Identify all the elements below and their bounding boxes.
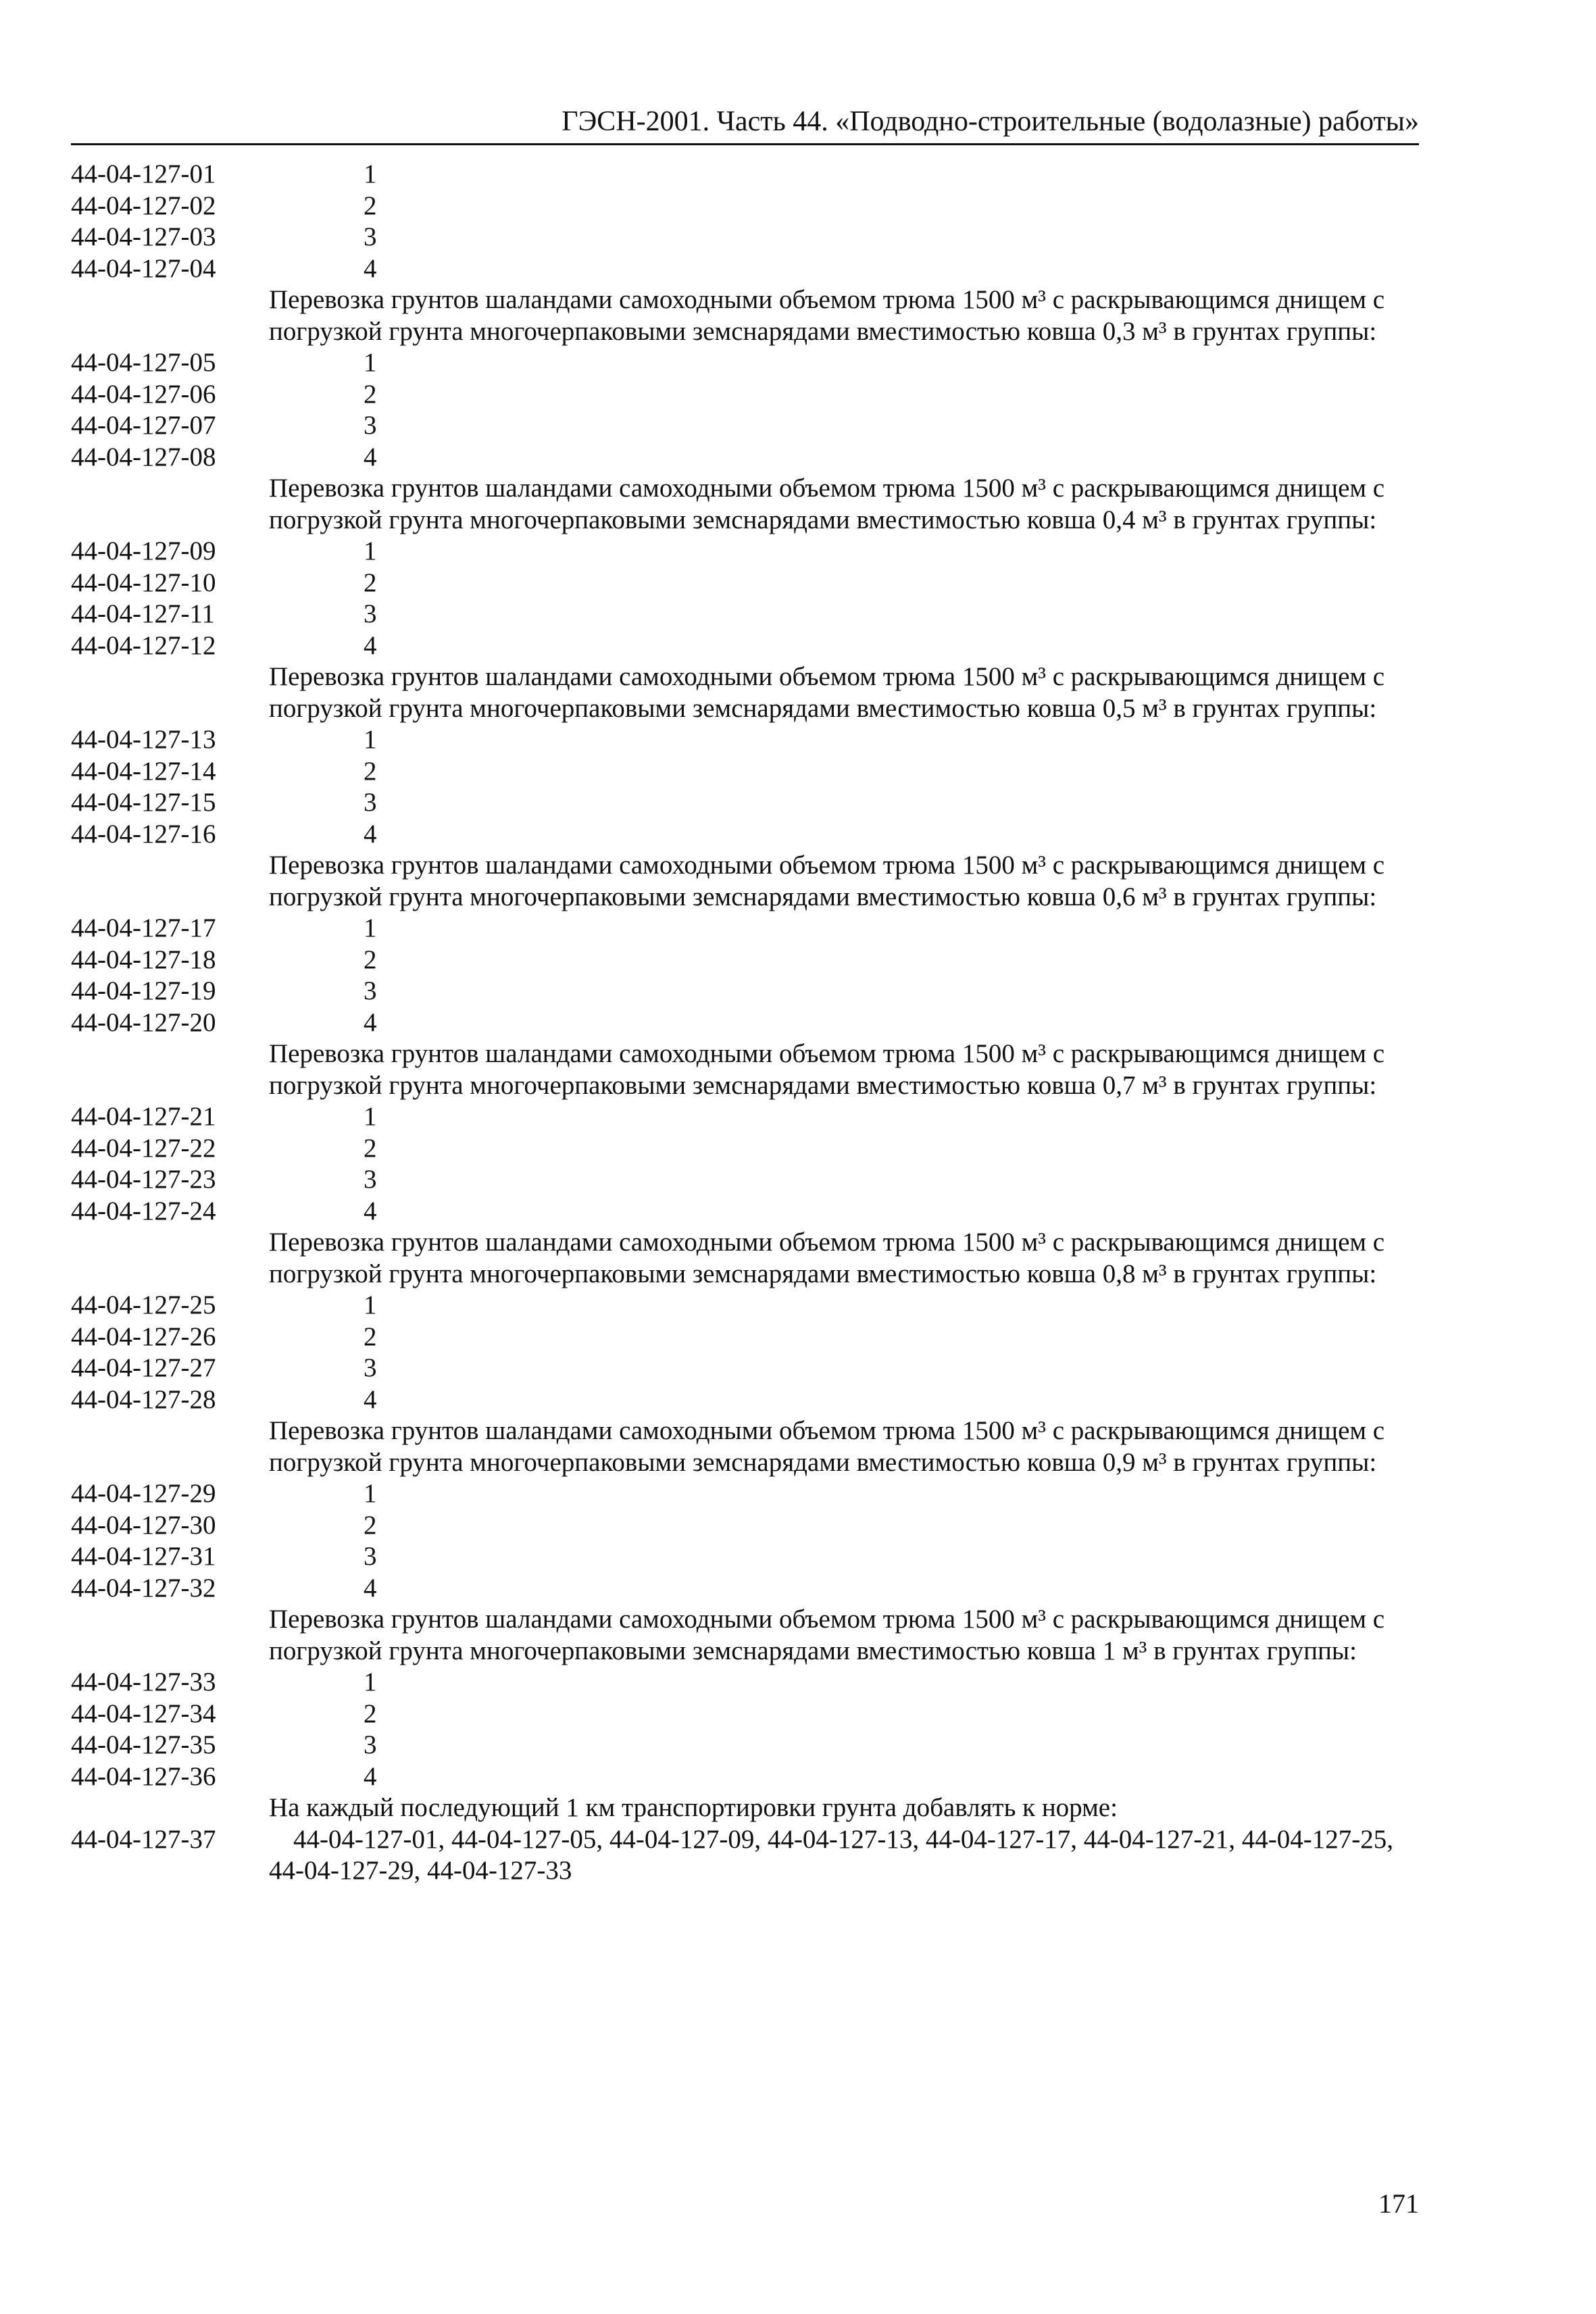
norm-description: [71, 473, 1416, 536]
norm-row: [71, 347, 1416, 379]
page-header-title: ГЭСН-2001. Часть 44. «Подводно-строительные (водолазные) работы»: [562, 106, 1419, 137]
norm-block: [71, 1227, 1416, 1415]
norm-block: [71, 159, 1416, 284]
norm-description: [71, 284, 1416, 347]
norm-row: [71, 222, 1416, 253]
norm-row: [71, 756, 1416, 788]
norm-description: [71, 1604, 1416, 1667]
soil-group-number: 1: [364, 913, 377, 942]
norm-row: [71, 1510, 1416, 1542]
norm-row: [71, 1761, 1416, 1793]
norm-code: 44-04-127-20: [71, 1007, 216, 1037]
norm-description-text: Перевозка грунтов шаландами самоходными объемом трюма 1500 м³ с раскрывающимся днищем с погрузкой грунта многочерпаковыми земснарядами вместимостью ковша 0,5 м³ в грунтах группы:: [269, 662, 1385, 723]
soil-group-number: 2: [364, 1510, 377, 1540]
soil-group-number: 3: [364, 222, 377, 251]
norm-row: [71, 1101, 1416, 1133]
norm-row: [71, 410, 1416, 442]
soil-group-number: 2: [364, 568, 377, 597]
norm-code: 44-04-127-31: [71, 1542, 216, 1571]
norm-row: [71, 568, 1416, 599]
soil-group-number: 3: [364, 411, 377, 440]
norm-description: [71, 1227, 1416, 1290]
soil-group-number: 4: [364, 630, 377, 660]
norm-row: [71, 1541, 1416, 1573]
norm-row: [71, 1699, 1416, 1730]
soil-group-number: 4: [364, 1007, 377, 1037]
norm-row: [71, 724, 1416, 756]
norm-row: [71, 945, 1416, 976]
norm-code: 44-04-127-26: [71, 1322, 216, 1351]
norm-code: 44-04-127-32: [71, 1573, 216, 1603]
norm-description: [71, 850, 1416, 913]
norm-row: [71, 1353, 1416, 1384]
norm-row: [71, 599, 1416, 630]
norm-code: 44-04-127-13: [71, 725, 216, 754]
norm-code: 44-04-127-09: [71, 536, 216, 565]
norm-block: [71, 1792, 1416, 1824]
norm-code: 44-04-127-10: [71, 568, 216, 597]
norm-code: 44-04-127-03: [71, 222, 216, 251]
soil-group-number: 3: [364, 1165, 377, 1194]
page-header: [71, 103, 1419, 145]
soil-group-number: 4: [364, 1761, 377, 1791]
norm-code: 44-04-127-33: [71, 1667, 216, 1696]
norm-code: 44-04-127-37: [71, 1824, 216, 1854]
norm-block: [71, 850, 1416, 1038]
norm-description-text: Перевозка грунтов шаландами самоходными объемом трюма 1500 м³ с раскрывающимся днищем с погрузкой грунта многочерпаковыми земснарядами вместимостью ковша 0,9 м³ в грунтах группы:: [269, 1416, 1385, 1477]
norm-row: [71, 159, 1416, 191]
norm-row: [71, 536, 1416, 568]
soil-group-number: 3: [364, 788, 377, 817]
norm-row: [71, 442, 1416, 474]
norm-description-text: Перевозка грунтов шаландами самоходными объемом трюма 1500 м³ с раскрывающимся днищем с погрузкой грунта многочерпаковыми земснарядами вместимостью ковша 1 м³ в грунтах группы:: [269, 1605, 1385, 1665]
norm-code: 44-04-127-19: [71, 976, 216, 1005]
norm-block: [71, 1604, 1416, 1792]
norm-code: 44-04-127-27: [71, 1353, 216, 1382]
norm-code: 44-04-127-16: [71, 819, 216, 849]
norm-block: [71, 1038, 1416, 1227]
norm-code: 44-04-127-04: [71, 253, 216, 283]
norm-row: [71, 1667, 1416, 1699]
soil-group-number: 1: [364, 1479, 377, 1508]
norm-row: [71, 1573, 1416, 1605]
soil-group-number: 1: [364, 1667, 377, 1696]
soil-group-number: 1: [364, 536, 377, 565]
norm-description-text: Перевозка грунтов шаландами самоходными объемом трюма 1500 м³ с раскрывающимся днищем с погрузкой грунта многочерпаковыми земснарядами вместимостью ковша 0,7 м³ в грунтах группы:: [269, 1039, 1385, 1100]
soil-group-number: 4: [364, 1573, 377, 1603]
additional-norm-list: 44-04-127-01, 44-04-127-05, 44-04-127-09, 44-04-127-13, 44-04-127-17, 44-04-127-21, 44-04-127-25, 44-04-127-29, 44-04-127-33: [269, 1824, 1393, 1885]
norm-row: [71, 191, 1416, 222]
norm-code: 44-04-127-28: [71, 1384, 216, 1414]
document-body: [71, 159, 1416, 1887]
norm-description: [71, 1038, 1416, 1101]
norm-row: [71, 253, 1416, 285]
soil-group-number: 3: [364, 599, 377, 628]
norm-code: 44-04-127-01: [71, 159, 216, 188]
soil-group-number: 1: [364, 348, 377, 377]
soil-group-number: 2: [364, 1699, 377, 1728]
norm-row: [71, 819, 1416, 851]
norm-code: 44-04-127-23: [71, 1165, 216, 1194]
soil-group-number: 1: [364, 1102, 377, 1131]
norm-row: [71, 1322, 1416, 1353]
norm-row: [71, 1007, 1416, 1039]
norm-code: 44-04-127-34: [71, 1699, 216, 1728]
norm-code: 44-04-127-24: [71, 1196, 216, 1226]
norm-code: 44-04-127-36: [71, 1761, 216, 1791]
soil-group-number: 3: [364, 1353, 377, 1382]
norm-block: [71, 661, 1416, 850]
norm-code: 44-04-127-08: [71, 442, 216, 472]
norm-block: [71, 284, 1416, 473]
norm-row: [71, 1478, 1416, 1510]
norm-row: [71, 913, 1416, 945]
soil-group-number: 2: [364, 191, 377, 220]
soil-group-number: 2: [364, 945, 377, 974]
norm-row: [71, 1730, 1416, 1761]
soil-group-number: 4: [364, 442, 377, 472]
soil-group-number: 3: [364, 976, 377, 1005]
norm-code: 44-04-127-15: [71, 788, 216, 817]
norm-description-text: Перевозка грунтов шаландами самоходными объемом трюма 1500 м³ с раскрывающимся днищем с погрузкой грунта многочерпаковыми земснарядами вместимостью ковша 0,3 м³ в грунтах группы:: [269, 285, 1385, 346]
soil-group-number: 3: [364, 1542, 377, 1571]
norm-row: [71, 1290, 1416, 1322]
norm-row: [71, 1133, 1416, 1165]
norm-description: [71, 661, 1416, 724]
norm-code: 44-04-127-17: [71, 913, 216, 942]
soil-group-number: 4: [364, 819, 377, 849]
norm-code: 44-04-127-30: [71, 1510, 216, 1540]
norm-description-text: Перевозка грунтов шаландами самоходными объемом трюма 1500 м³ с раскрывающимся днищем с погрузкой грунта многочерпаковыми земснарядами вместимостью ковша 0,8 м³ в грунтах группы:: [269, 1228, 1385, 1288]
norm-description: [71, 1792, 1416, 1824]
norm-description-text: На каждый последующий 1 км транспортировки грунта добавлять к норме:: [269, 1793, 1118, 1822]
norm-row: [71, 1384, 1416, 1416]
norm-code: 44-04-127-05: [71, 348, 216, 377]
norm-code: 44-04-127-21: [71, 1102, 216, 1131]
soil-group-number: 4: [364, 253, 377, 283]
page-number: 171: [1378, 2188, 1419, 2219]
norm-code: 44-04-127-12: [71, 630, 216, 660]
soil-group-number: 2: [364, 379, 377, 409]
norm-code: 44-04-127-29: [71, 1479, 216, 1508]
norm-description-text: Перевозка грунтов шаландами самоходными объемом трюма 1500 м³ с раскрывающимся днищем с погрузкой грунта многочерпаковыми земснарядами вместимостью ковша 0,4 м³ в грунтах группы:: [269, 474, 1385, 534]
soil-group-number: 2: [364, 1133, 377, 1163]
soil-group-number: 2: [364, 1322, 377, 1351]
soil-group-number: 2: [364, 756, 377, 786]
norm-code: 44-04-127-06: [71, 379, 216, 409]
soil-group-number: 1: [364, 1290, 377, 1319]
norm-code: 44-04-127-22: [71, 1133, 216, 1163]
norm-block: [71, 473, 1416, 661]
soil-group-number: 4: [364, 1196, 377, 1226]
norm-block: [71, 1415, 1416, 1604]
norm-row: [71, 379, 1416, 411]
norm-description: [71, 1415, 1416, 1478]
soil-group-number: 1: [364, 159, 377, 188]
norm-code: 44-04-127-35: [71, 1730, 216, 1759]
norm-code: 44-04-127-14: [71, 756, 216, 786]
norm-row: [71, 787, 1416, 819]
norm-code: 44-04-127-02: [71, 191, 216, 220]
norm-row: [71, 630, 1416, 662]
soil-group-number: 4: [364, 1384, 377, 1414]
additional-norm-row: [71, 1824, 1416, 1887]
soil-group-number: 1: [364, 725, 377, 754]
norm-code: 44-04-127-25: [71, 1290, 216, 1319]
norm-code: 44-04-127-18: [71, 945, 216, 974]
norm-code: 44-04-127-07: [71, 411, 216, 440]
norm-code: 44-04-127-11: [71, 599, 216, 628]
norm-row: [71, 976, 1416, 1007]
norm-description-text: Перевозка грунтов шаландами самоходными объемом трюма 1500 м³ с раскрывающимся днищем с погрузкой грунта многочерпаковыми земснарядами вместимостью ковша 0,6 м³ в грунтах группы:: [269, 851, 1385, 911]
norm-row: [71, 1164, 1416, 1196]
norm-row: [71, 1196, 1416, 1228]
soil-group-number: 3: [364, 1730, 377, 1759]
